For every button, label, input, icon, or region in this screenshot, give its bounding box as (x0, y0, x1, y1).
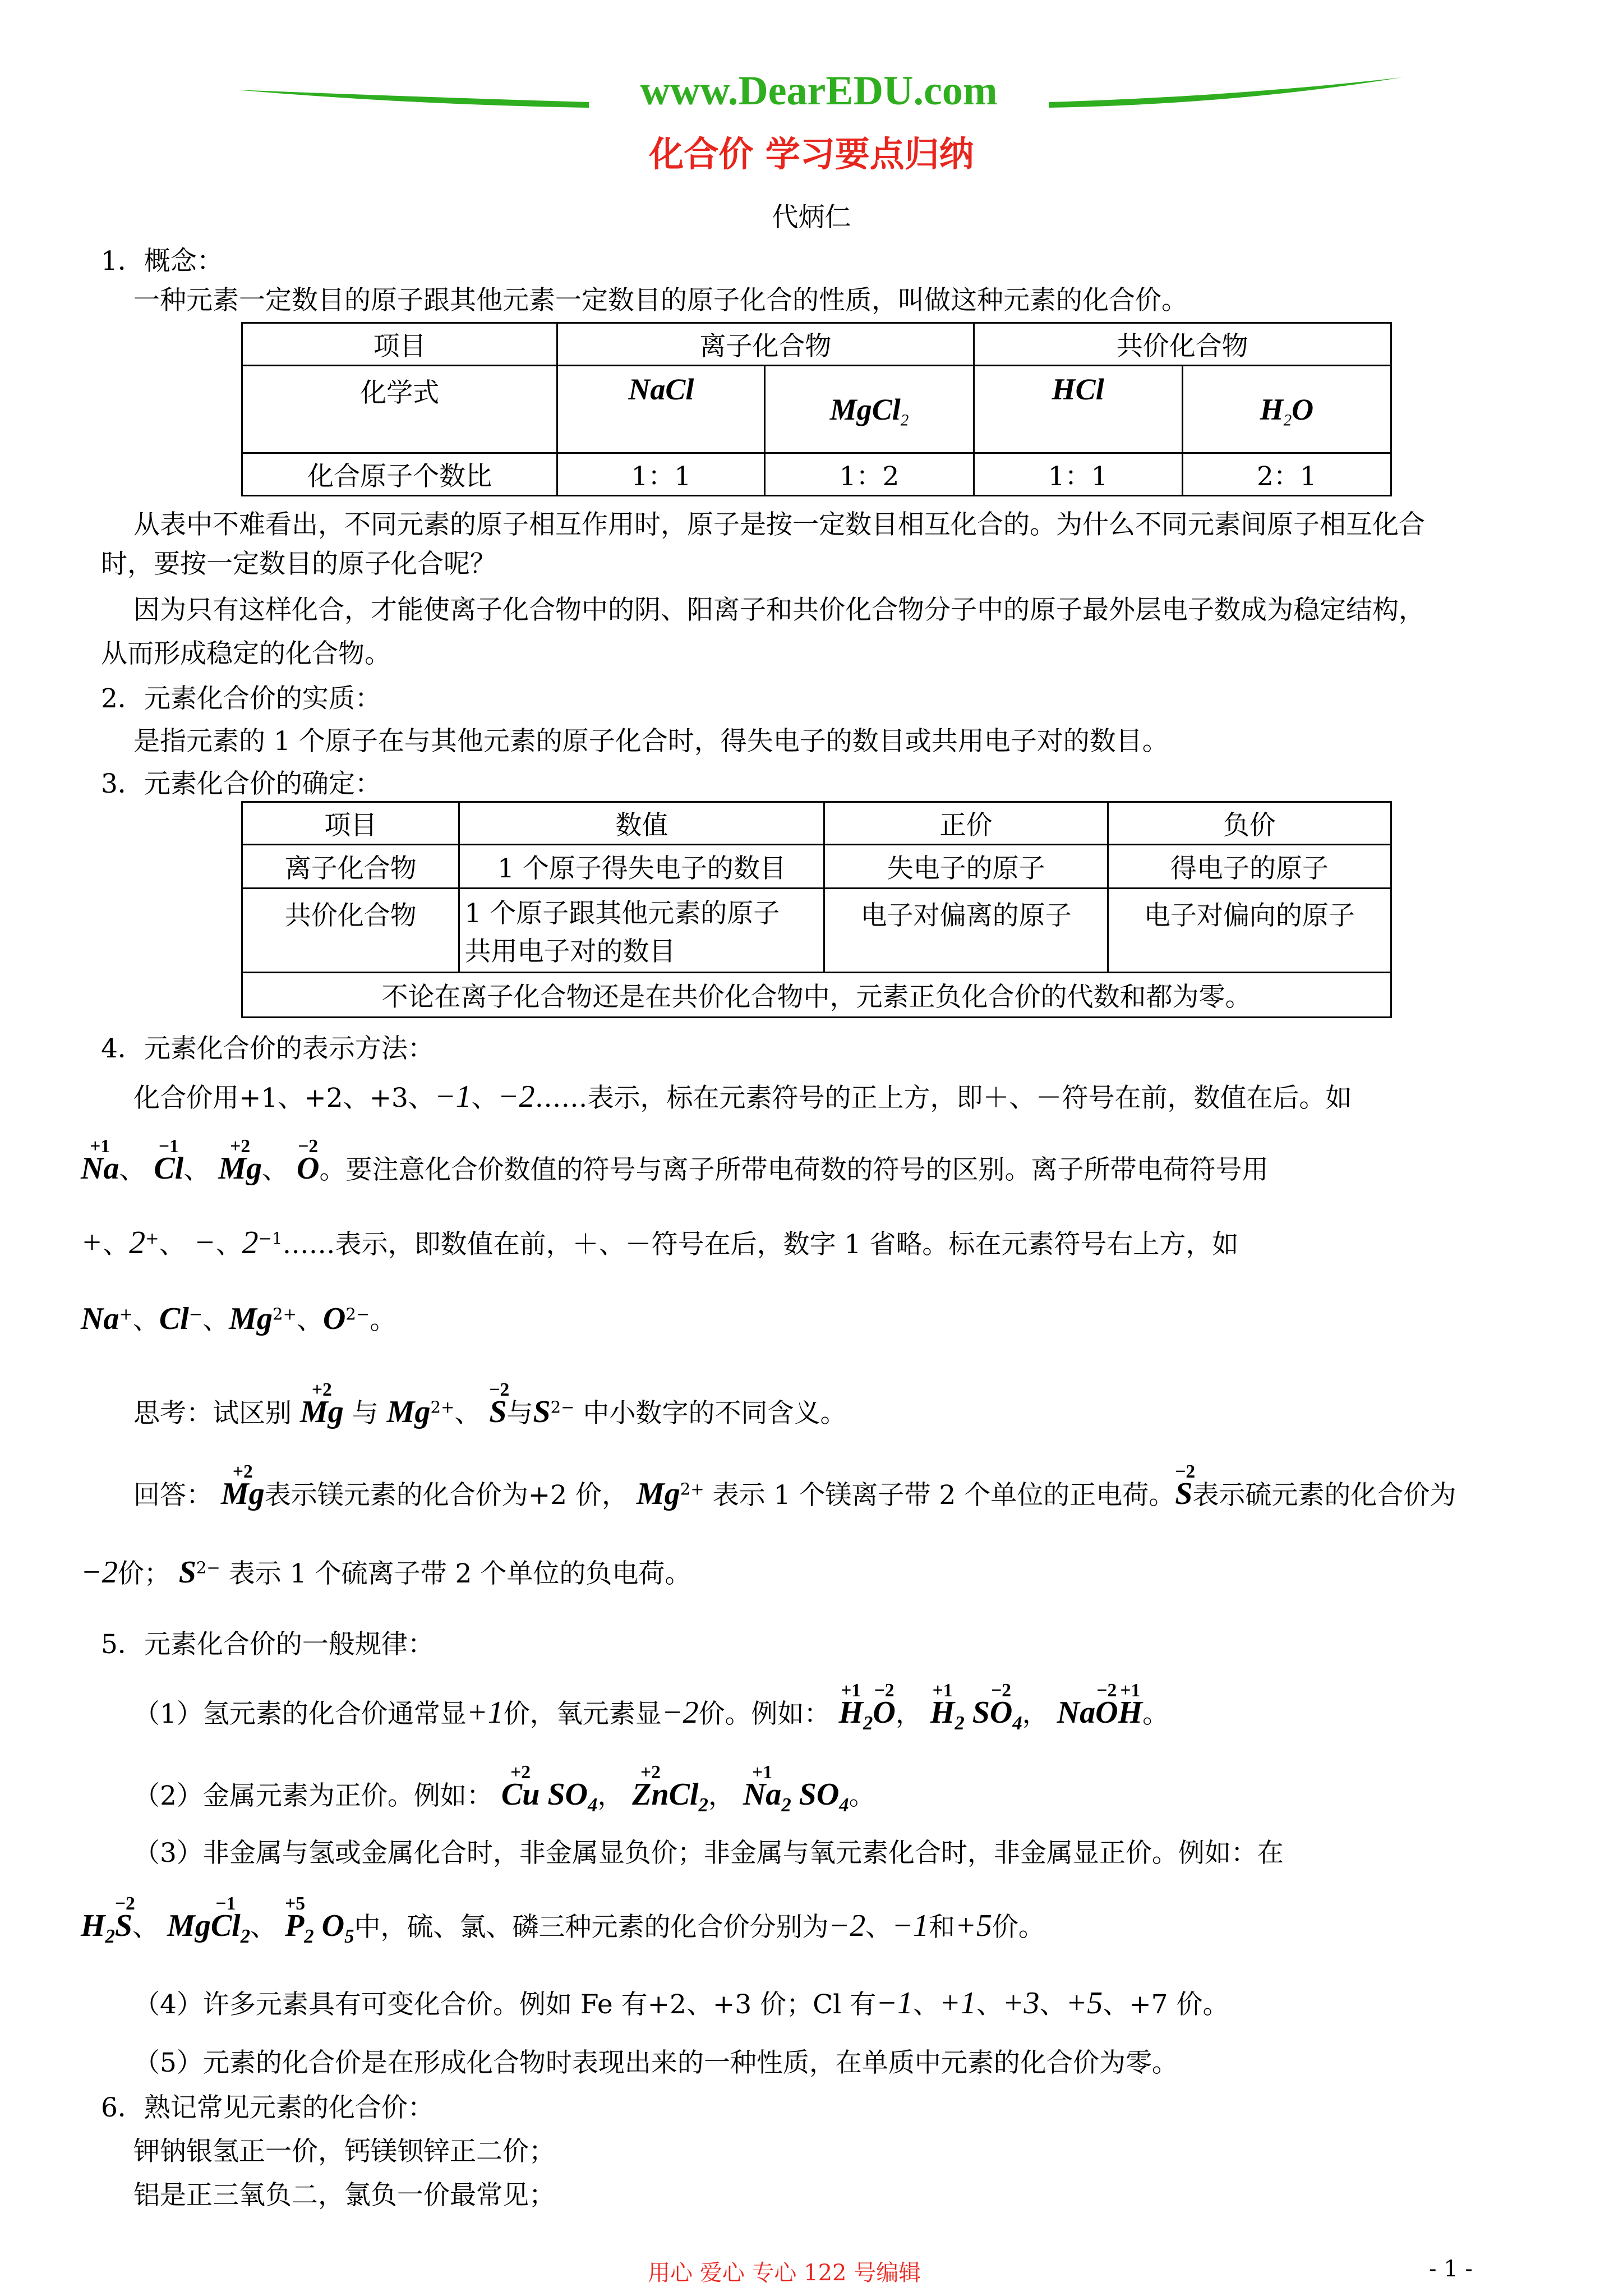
t2-ionic-label: 离子化合物 (242, 845, 459, 889)
t1-formula-mgcl2: MgCl$_2$ (765, 366, 974, 453)
t2-covalent-positive: 电子对偏离的原子 (824, 889, 1108, 973)
s4-think: 思考：试区别 +2 Mg 与 $Mg^{2+}$、 −2 S与$S^{2-}$ 中小数字的不同含义。 (133, 1379, 847, 1429)
t1-ratio-4: 2：1 (1182, 453, 1391, 496)
section-6-heading: 6．熟记常见元素的化合价： (101, 2092, 434, 2123)
s6-line-1: 钾钠银氢正一价，钙镁钡锌正二价； (133, 2136, 555, 2167)
t1-formula-hcl: HCl (974, 366, 1182, 453)
t1-ratio-3: 1：1 (974, 453, 1182, 496)
t1-head-covalent: 共价化合物 (974, 323, 1391, 366)
table-1 (241, 322, 1392, 496)
t2-ionic-negative: 得电子的原子 (1108, 845, 1391, 889)
section-3-heading: 3．元素化合价的确定： (101, 769, 381, 799)
site-logo (236, 67, 1402, 123)
s4-answer-2: −2价； $S^{2-}$ 表示 1 个硫离子带 2 个单位的负电荷。 (81, 1555, 691, 1590)
s4-line-1: 化合价用+1、+2、+3、−1、−2……表示，标在元素符号的正上方，即＋、－符号在前，数值在后。如 (133, 1079, 1352, 1114)
t1-ratio-label: 化合原子个数比 (242, 453, 557, 496)
t2-head-positive: 正价 (824, 802, 1108, 845)
para-1-line-1: 从表中不难看出，不同元素的原子相互作用时，原子是按一定数目相互化合的。为什么不同元素间原子相互化合 (133, 509, 1425, 540)
para-1-line-3: 因为只有这样化合，才能使离子化合物中的阴、阳离子和共价化合物分子中的原子最外层电子数成为稳定结构， (133, 595, 1425, 625)
para-1-line-4: 从而形成稳定的化合物。 (101, 638, 391, 669)
author: 代炳仁 (772, 202, 851, 233)
t2-note: 不论在离子化合物还是在共价化合物中，元素正负化合价的代数和都为零。 (242, 973, 1391, 1018)
t1-formula-h2o: $H_2O$ (1182, 366, 1391, 453)
s4-line-4: Na+、Cl−、$Mg^{2+}$、$O^{2-}$。 (81, 1301, 396, 1336)
s6-line-2: 铝是正三氧负二，氯负一价最常见； (133, 2180, 555, 2211)
t1-formula-nacl: NaCl (557, 366, 765, 453)
t2-head-value: 数值 (459, 802, 824, 845)
t2-head-negative: 负价 (1108, 802, 1391, 845)
para-1-line-2: 时，要按一定数目的原子化合呢？ (101, 549, 496, 579)
site-name: www.DearEDU.com (640, 68, 998, 114)
s4-line-3: +、2+、 −、$2^{-1}\dots\dots$表示，即数值在前，＋、－符号在后，数字 1 省略。标在元素符号右上方，如 (81, 1224, 1239, 1260)
t2-head-item: 项目 (242, 802, 459, 845)
t1-ratio-1: 1：1 (557, 453, 765, 496)
s4-line-2: +1 Na、 −1 Cl、 +2 Mg、 −2 O。要注意化合价数值的符号与离子所带电荷数的符号的区别。离子所带电荷符号用 (81, 1135, 1269, 1186)
t1-ratio-2: 1：2 (765, 453, 974, 496)
t1-head-ionic: 离子化合物 (557, 323, 974, 366)
t2-ionic-positive: 失电子的原子 (824, 845, 1108, 889)
t2-ionic-value: 1 个原子得失电子的数目 (459, 845, 824, 889)
s5-rule-5: （5）元素的化合价是在形成化合物时表现出来的一种性质，在单质中元素的化合价为零。 (133, 2047, 1178, 2078)
section-1-heading: 1．概念： (101, 246, 223, 277)
s5-rule-4: （4）许多元素具有可变化合价。例如 Fe 有+2、+3 价；Cl 有−1、+1、+3、+5、+7 价。 (133, 1986, 1229, 2021)
table-2 (241, 801, 1392, 1018)
t2-covalent-label: 共价化合物 (242, 889, 459, 973)
page-title: 化合价 学习要点归纳 (649, 134, 974, 174)
t1-formula-label: 化学式 (242, 366, 557, 453)
t1-head-item: 项目 (242, 323, 557, 366)
s5-rule-2: （2）金属元素为正价。例如： +2 Cu $SO_4$， +2 ZnCl$_2$， +1 $Na_2$ $SO_4$。 (133, 1761, 875, 1816)
footer-motto: 用心 爱心 专心 122 号编辑 (648, 2260, 921, 2286)
s5-rule-1: （1）氢元素的化合价通常显+1价，氧元素显−2价。例如： +1 $H_2$ −2 O， +1 $H_2$ S −2 $O_4$， Na −2 O +1 H。 (133, 1680, 1169, 1734)
s5-rule-3-line-2: $H_2$ −2 S、 Mg −1 $Cl_2$、 +5 $P_2$ $O_5$中，硫、氯、磷三种元素的化合价分别为−2、−1和+5价。 (81, 1893, 1045, 1948)
section-1-text: 一种元素一定数目的原子跟其他元素一定数目的原子化合的性质，叫做这种元素的化合价。 (133, 285, 1188, 316)
page-number: - 1 - (1429, 2256, 1473, 2282)
s4-answer-1: 回答： +2 Mg表示镁元素的化合价为+2 价， $Mg^{2+}$ 表示 1 个镁离子带 2 个单位的正电荷。 −2 S表示硫元素的化合价为 (133, 1461, 1456, 1511)
section-5-heading: 5．元素化合价的一般规律： (101, 1629, 434, 1660)
t2-covalent-value: 1 个原子跟其他元素的原子 共用电子对的数目 (459, 889, 824, 973)
section-2-heading: 2．元素化合价的实质： (101, 683, 381, 714)
section-2-text: 是指元素的 1 个原子在与其他元素的原子化合时，得失电子的数目或共用电子对的数目。 (133, 726, 1169, 757)
t2-covalent-negative: 电子对偏向的原子 (1108, 889, 1391, 973)
section-4-heading: 4．元素化合价的表示方法： (101, 1033, 434, 1064)
s5-rule-3-line-1: （3）非金属与氢或金属化合时，非金属显负价；非金属与氧元素化合时，非金属显正价。例如：在 (133, 1838, 1284, 1869)
